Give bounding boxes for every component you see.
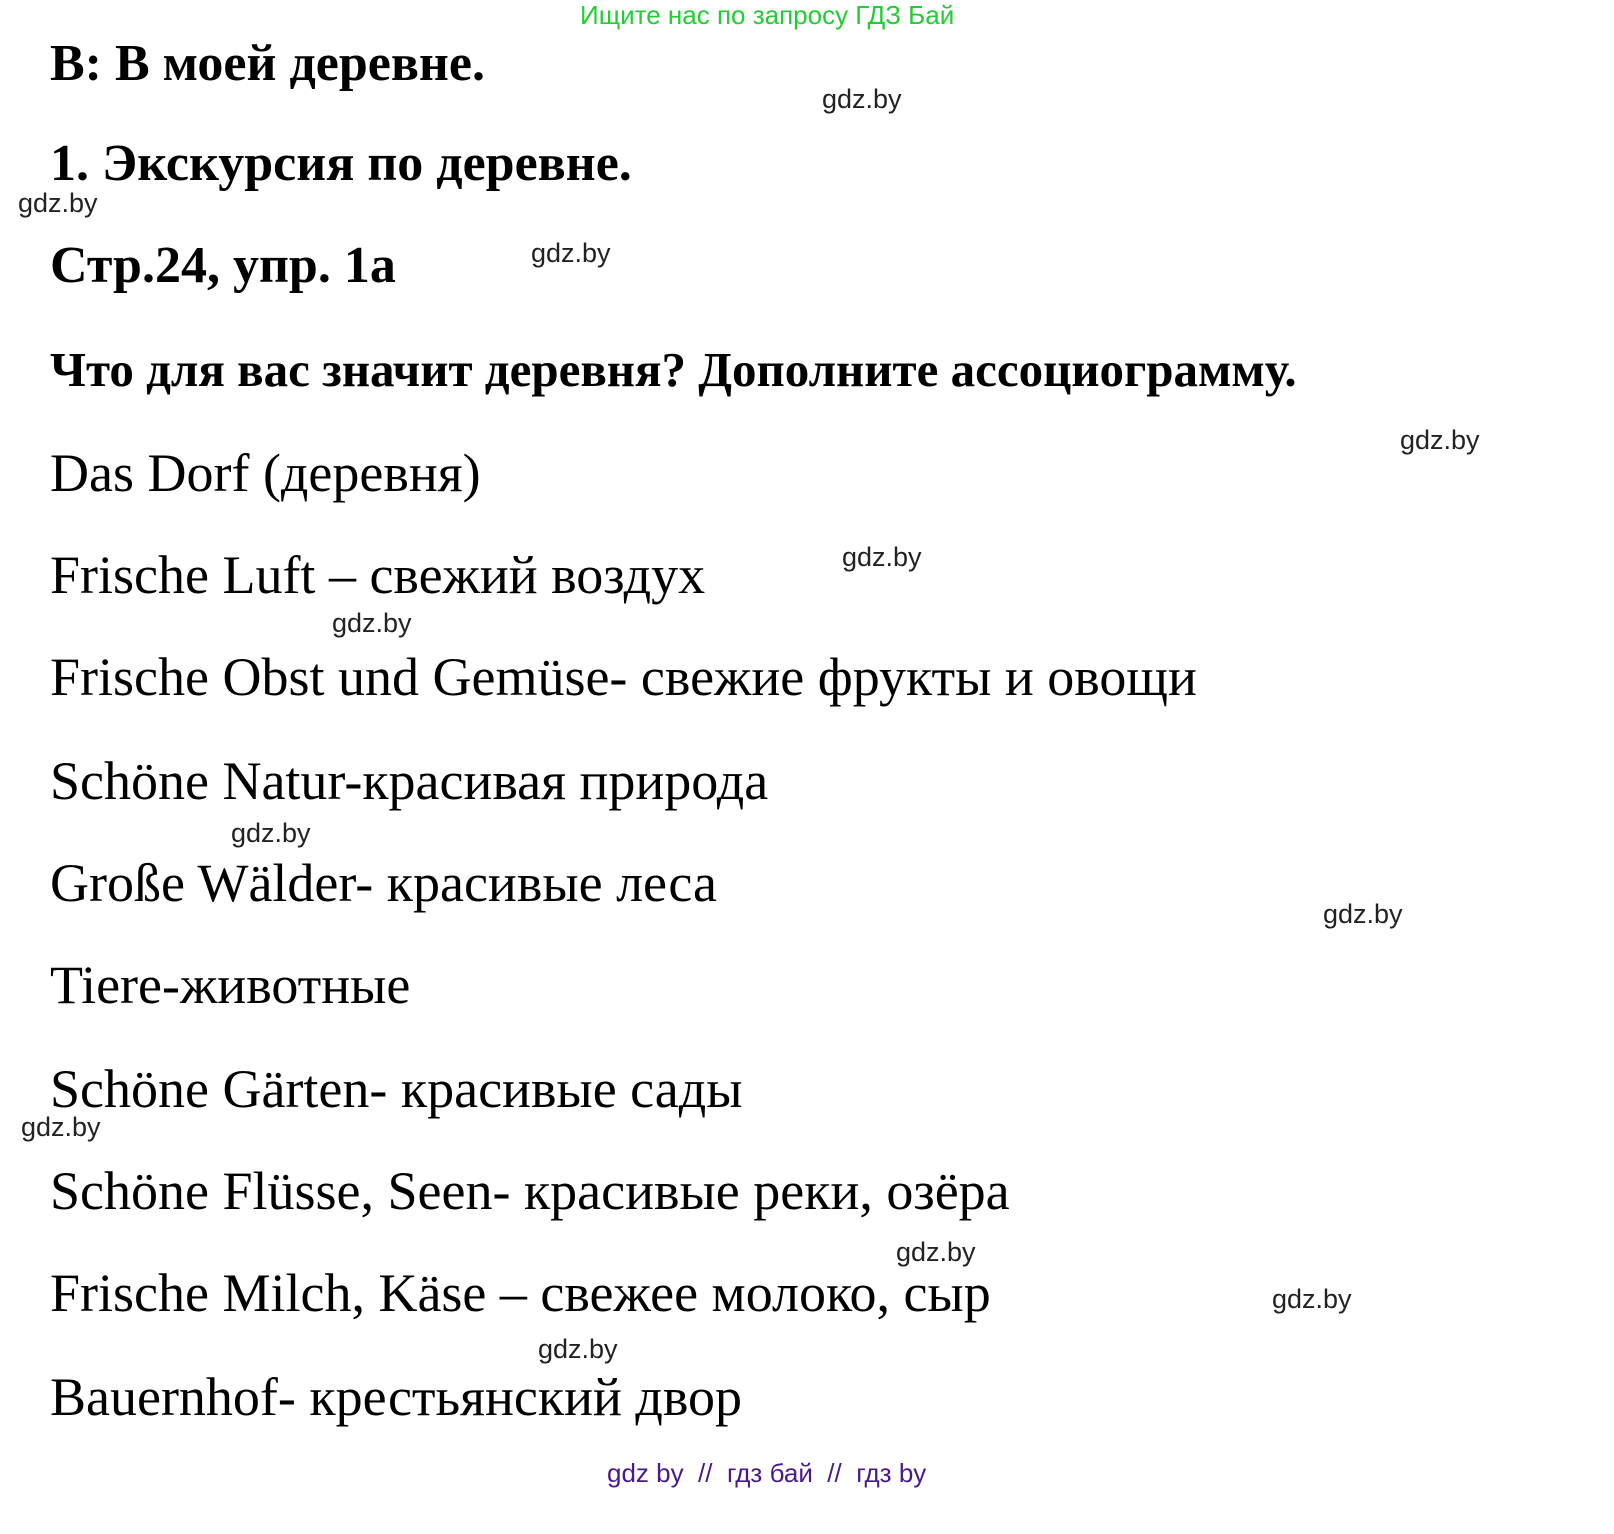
watermark: gdz.by [21, 1112, 101, 1142]
entry-item: Frische Milch, Käse – свежее молоко, сыр [50, 1263, 991, 1323]
watermark: gdz.by [538, 1334, 618, 1364]
entry-item: Schöne Flüsse, Seen- красивые реки, озёра [50, 1161, 1010, 1221]
watermark: gdz.by [822, 84, 902, 114]
entry-item: Bauernhof- крестьянский двор [50, 1367, 742, 1427]
watermark: gdz.by [1323, 899, 1403, 929]
watermark: gdz.by [842, 542, 922, 572]
task-instruction: Что для вас значит деревня? Дополните ассоциограмму. [50, 342, 1297, 397]
entry-item: Schöne Gärten- красивые сады [50, 1059, 743, 1119]
watermark: gdz.by [1400, 425, 1480, 455]
section-heading: B: В моей деревне. [50, 35, 485, 92]
entry-item: Schöne Natur-красивая природа [50, 751, 769, 811]
top-search-banner: Ищите нас по запросу ГДЗ Бай [580, 0, 955, 30]
watermark: gdz.by [531, 238, 611, 268]
entry-item: Große Wälder- красивые леса [50, 853, 717, 913]
footer-banner: gdz by // гдз бай // гдз by [607, 1458, 927, 1488]
watermark: gdz.by [231, 818, 311, 848]
watermark: gdz.by [896, 1237, 976, 1267]
watermark: gdz.by [1272, 1284, 1352, 1314]
subsection-heading: 1. Экскурсия по деревне. [50, 135, 632, 192]
watermark: gdz.by [332, 608, 412, 638]
entry-item: Tiere-животные [50, 955, 411, 1015]
entry-item: Das Dorf (деревня) [50, 443, 481, 503]
entry-item: Frische Obst und Gemüse- свежие фрукты и овощи [50, 647, 1197, 707]
entry-item: Frische Luft – свежий воздух [50, 545, 706, 605]
exercise-reference: Стр.24, упр. 1а [50, 237, 396, 294]
watermark: gdz.by [18, 188, 98, 218]
